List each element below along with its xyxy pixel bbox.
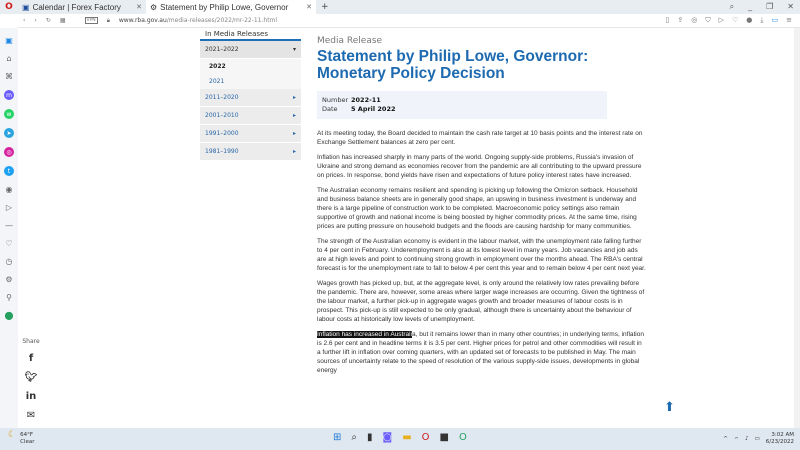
nav-group-2021-2022[interactable]: 2021–2022 ▾ — [200, 41, 301, 59]
messenger-icon[interactable]: m — [4, 90, 14, 100]
caret-right-icon: ▸ — [292, 148, 296, 155]
close-tab-icon[interactable]: ✕ — [136, 4, 142, 11]
caret-right-icon: ▸ — [292, 130, 296, 137]
tab-bar — [0, 0, 800, 14]
share-bar — [23, 338, 39, 421]
reload-icon[interactable]: ↻ — [45, 17, 51, 24]
share-label: Share — [22, 338, 40, 345]
lock-icon: 🔒︎ — [106, 16, 110, 24]
weather-widget[interactable] — [8, 432, 34, 446]
twitter-icon[interactable]: 🐦︎ — [24, 372, 38, 383]
date-label: Date — [322, 105, 338, 113]
settings-icon[interactable]: ⚙ — [5, 275, 13, 284]
paragraph: Wages growth has picked up, but, at the aggregate level, is only around the relatively low rates prevailing before the pandemic. There are, however, some areas where larger wage increases are occurring. Given the tightness of the labour market, a further pick-up in aggregate wages growth and broader measures of labour costs is in prospect. This pick-up is still expected to be only gradual, although there is uncertainty about the behaviour of labour costs at historically low levels of unemployment. — [317, 280, 645, 323]
tab-rba-statement[interactable] — [146, 0, 316, 14]
opera-gx-icon[interactable]: O — [459, 432, 467, 443]
nav-group-1981-1990[interactable]: 1981–1990 ▸ — [200, 143, 301, 161]
home-icon[interactable]: ⌂ — [6, 54, 12, 63]
paragraph: Inflation has increased sharply in many parts of the world. Ongoing supply-side problems, Russia's invasion of Ukraine and strong demand as economies recover from the pandemic are all contributing to the upward pressure on prices. In response, bond yields have risen and expectations of future policy interest rates have increased. — [317, 154, 642, 179]
apps-icon[interactable]: ⌘ — [5, 72, 13, 81]
share-icon[interactable]: ⇪ — [677, 16, 684, 24]
shield-icon[interactable]: ⛉ — [705, 16, 711, 24]
caret-down-icon: ▾ — [292, 46, 296, 53]
paragraph: Inflation has increased in Australia, but it remains lower than in many other countries; in underlying terms, inflation is 2.6 per cent and in headline terms it is 3.5 per cent. Higher prices for petrol and other commodities will result in a further lift in inflation over coming quarters, with an updated set of forecasts to be published in May. The main sources of uncertainty relate to the speed of resolution of the various supply-side issues, developments in global energy — [317, 331, 644, 374]
battery-icon[interactable]: ▭ — [771, 16, 779, 24]
reader-icon[interactable]: ▯ — [665, 16, 670, 24]
media-releases-nav — [200, 28, 301, 161]
file-explorer-icon[interactable]: ▬ — [402, 432, 412, 443]
instagram-icon[interactable]: ◎ — [4, 147, 14, 157]
tradingview-icon[interactable]: ■ — [439, 432, 449, 443]
network-icon[interactable]: ⌔ — [733, 436, 740, 443]
url-field[interactable]: www.rba.gov.au/media-releases/2022/mr-22-11.html — [118, 17, 278, 24]
camera-icon[interactable]: ◎ — [691, 16, 698, 24]
tabs-grid-icon[interactable]: ▦ — [59, 17, 66, 24]
opera-icon[interactable]: O — [421, 432, 430, 443]
history-icon[interactable]: — — [5, 221, 13, 230]
article-kicker: Media Release — [317, 36, 383, 46]
extension-icon[interactable]: ⬤ — [4, 311, 14, 320]
heart-icon[interactable]: ♡ — [5, 239, 13, 248]
selected-text: Inflation has increased in Australi — [317, 331, 413, 338]
clock[interactable]: 3:02 AM 6/23/2022 — [765, 432, 794, 445]
send-icon[interactable]: ▷ — [5, 203, 13, 212]
whatsapp-icon[interactable]: w — [4, 109, 14, 119]
pin-icon[interactable]: ⚲ — [6, 293, 12, 302]
address-bar — [18, 14, 800, 28]
heart-icon[interactable]: ♡ — [732, 16, 739, 24]
download-icon[interactable]: ⤓ — [760, 16, 764, 24]
tab-forex-factory[interactable] — [18, 0, 146, 14]
number-label: Number — [322, 96, 349, 104]
battery-icon[interactable]: ▭ — [754, 436, 760, 442]
facebook-icon[interactable]: f — [28, 353, 34, 364]
task-view-icon[interactable]: ▮ — [367, 432, 373, 443]
caret-right-icon: ▸ — [292, 112, 296, 119]
page-title: Statement by Philip Lowe, Governor: Monetary Policy Decision — [317, 48, 589, 82]
nav-group-2001-2010[interactable]: 2001–2010 ▸ — [200, 107, 301, 125]
rba-favicon-icon: ⚙ — [150, 2, 158, 12]
minimize-button[interactable]: _ — [748, 2, 753, 11]
tab-label: Statement by Philip Lowe, Governor — [160, 2, 289, 12]
paragraph: The strength of the Australian economy is evident in the labour market, with the unemployment rate falling further to 4 per cent in February. Underemployment is also at its lowest level in many years. Job vacancies and job ads are at high levels and point to continuing strong growth in employment over the months ahead. The RBA's central forecast is for the unemployment rate to fall to below 4 per cent this year and to remain below 4 per cent next year. — [317, 238, 646, 272]
tab-label: Calendar | Forex Factory — [32, 2, 121, 12]
paragraph: The Australian economy remains resilient and spending is picking up following the Omicron setback. Household and business balance sheets are in generally good shape, an upswing in business investment is underway and there is a large pipeline of construction work to be completed. Macroeconomic policy settings also remain supportive of growth and national income is being boosted by higher commodity prices. At the same time, rising prices are putting pressure on household budgets and the floods are causing hardship for many communities. — [317, 187, 638, 230]
nav-item-2021[interactable]: 2021 — [200, 74, 301, 89]
linkedin-icon[interactable]: in — [25, 391, 37, 402]
search-tabs-icon[interactable]: ⌕ — [729, 2, 735, 11]
nav-heading: In Media Releases — [200, 28, 301, 41]
vpn-badge[interactable]: VPN — [86, 18, 96, 23]
scroll-to-top-button[interactable]: ⬆ — [664, 400, 675, 415]
release-date: 5 April 2022 — [351, 105, 396, 113]
article — [317, 36, 647, 375]
restore-button[interactable]: ❐ — [766, 2, 774, 11]
forward-icon[interactable]: › — [34, 17, 37, 24]
release-meta — [317, 91, 607, 119]
windows-start-icon[interactable]: ⊞ — [333, 432, 342, 443]
taskbar — [0, 428, 800, 450]
moon-icon: ☾ — [8, 430, 17, 440]
temperature: 64°F — [20, 432, 33, 438]
caret-right-icon: ▸ — [292, 94, 296, 101]
scrollbar[interactable] — [794, 28, 800, 428]
opera-logo-icon[interactable]: O — [5, 2, 13, 12]
workspace-icon[interactable]: ▣ — [5, 36, 13, 45]
paragraph: At its meeting today, the Board decided to maintain the cash rate target at 10 basis points and the interest rate on Exchange Settlement balances at zero per cent. — [317, 130, 643, 146]
nav-group-2011-2020[interactable]: 2011–2020 ▸ — [200, 89, 301, 107]
close-window-button[interactable]: ✕ — [787, 2, 794, 11]
calendar-favicon-icon: ▣ — [22, 2, 30, 12]
profile-icon[interactable]: ● — [746, 16, 753, 24]
volume-icon[interactable]: ♪ — [745, 436, 749, 442]
search-icon[interactable]: ⌕ — [351, 432, 357, 443]
weather-condition: Clear — [20, 439, 35, 445]
telegram-icon[interactable]: ➤ — [4, 128, 14, 138]
new-tab-button[interactable]: + — [321, 2, 329, 12]
chevron-up-icon[interactable]: ^ — [723, 436, 728, 442]
close-tab-icon[interactable]: ✕ — [306, 4, 312, 11]
player-icon[interactable]: ◉ — [5, 185, 13, 194]
release-number: 2022-11 — [351, 96, 381, 104]
menu-icon[interactable]: ≡ — [786, 16, 792, 24]
nav-item-2022[interactable]: 2022 — [200, 59, 301, 74]
twitter-icon[interactable]: t — [4, 166, 14, 176]
teams-chat-icon[interactable]: ◙ — [382, 432, 393, 443]
clock-icon[interactable]: ◷ — [5, 257, 13, 266]
back-icon[interactable]: ‹ — [23, 17, 26, 24]
opera-sidebar — [0, 28, 18, 428]
send-icon[interactable]: ▷ — [718, 16, 724, 24]
email-icon[interactable]: ✉ — [26, 410, 36, 421]
nav-group-1991-2000[interactable]: 1991–2000 ▸ — [200, 125, 301, 143]
